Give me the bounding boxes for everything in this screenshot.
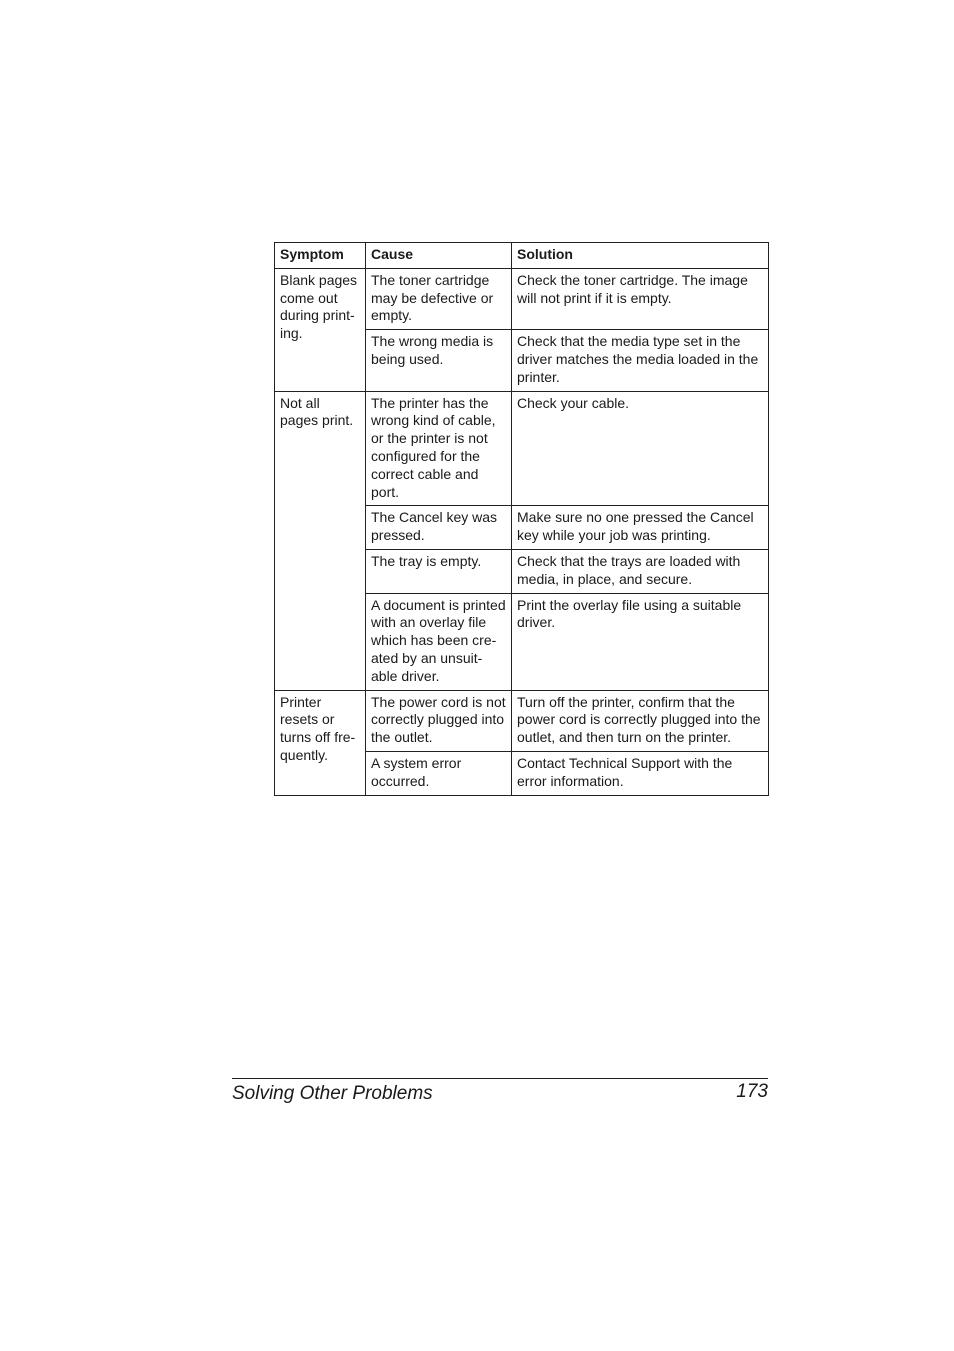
cause-cell: The tray is empty. xyxy=(366,549,512,593)
solution-cell: Print the overlay file using a suitable driver. xyxy=(512,593,769,690)
symptom-cell: Blank pages come out during print-ing. xyxy=(275,268,366,391)
solution-cell: Check that the media type set in the driver matches the media loaded in the printer. xyxy=(512,330,769,391)
table-row xyxy=(275,690,769,751)
table-header-row xyxy=(275,243,769,269)
solution-cell: Check that the trays are loaded with media, in place, and secure. xyxy=(512,549,769,593)
cause-cell: The printer has the wrong kind of cable, or the printer is not configured for the correct cable and port. xyxy=(366,391,512,506)
footer-divider xyxy=(232,1078,768,1079)
cause-cell: A document is printed with an overlay file which has been cre-ated by an unsuit-able driver. xyxy=(366,593,512,690)
solution-cell: Contact Technical Support with the error information. xyxy=(512,751,769,795)
cause-cell: The Cancel key was pressed. xyxy=(366,506,512,550)
solution-cell: Check the toner cartridge. The image will not print if it is empty. xyxy=(512,268,769,329)
table-row xyxy=(275,391,769,506)
solution-cell: Turn off the printer, confirm that the power cord is correctly plugged into the outlet, and then turn on the printer. xyxy=(512,690,769,751)
symptom-cell: Not all pages print. xyxy=(275,391,366,690)
symptom-cell: Printer resets or turns off fre-quently. xyxy=(275,690,366,795)
table-row xyxy=(275,268,769,329)
header-cause: Cause xyxy=(366,243,512,269)
header-symptom: Symptom xyxy=(275,243,366,269)
troubleshooting-table xyxy=(274,242,769,796)
solution-cell: Make sure no one pressed the Cancel key while your job was printing. xyxy=(512,506,769,550)
header-solution: Solution xyxy=(512,243,769,269)
cause-cell: A system error occurred. xyxy=(366,751,512,795)
cause-cell: The toner cartridge may be defective or empty. xyxy=(366,268,512,329)
solution-cell: Check your cable. xyxy=(512,391,769,506)
footer-section-title: Solving Other Problems xyxy=(232,1083,433,1104)
page-number: 173 xyxy=(736,1081,768,1102)
cause-cell: The power cord is not correctly plugged into the outlet. xyxy=(366,690,512,751)
cause-cell: The wrong media is being used. xyxy=(366,330,512,391)
